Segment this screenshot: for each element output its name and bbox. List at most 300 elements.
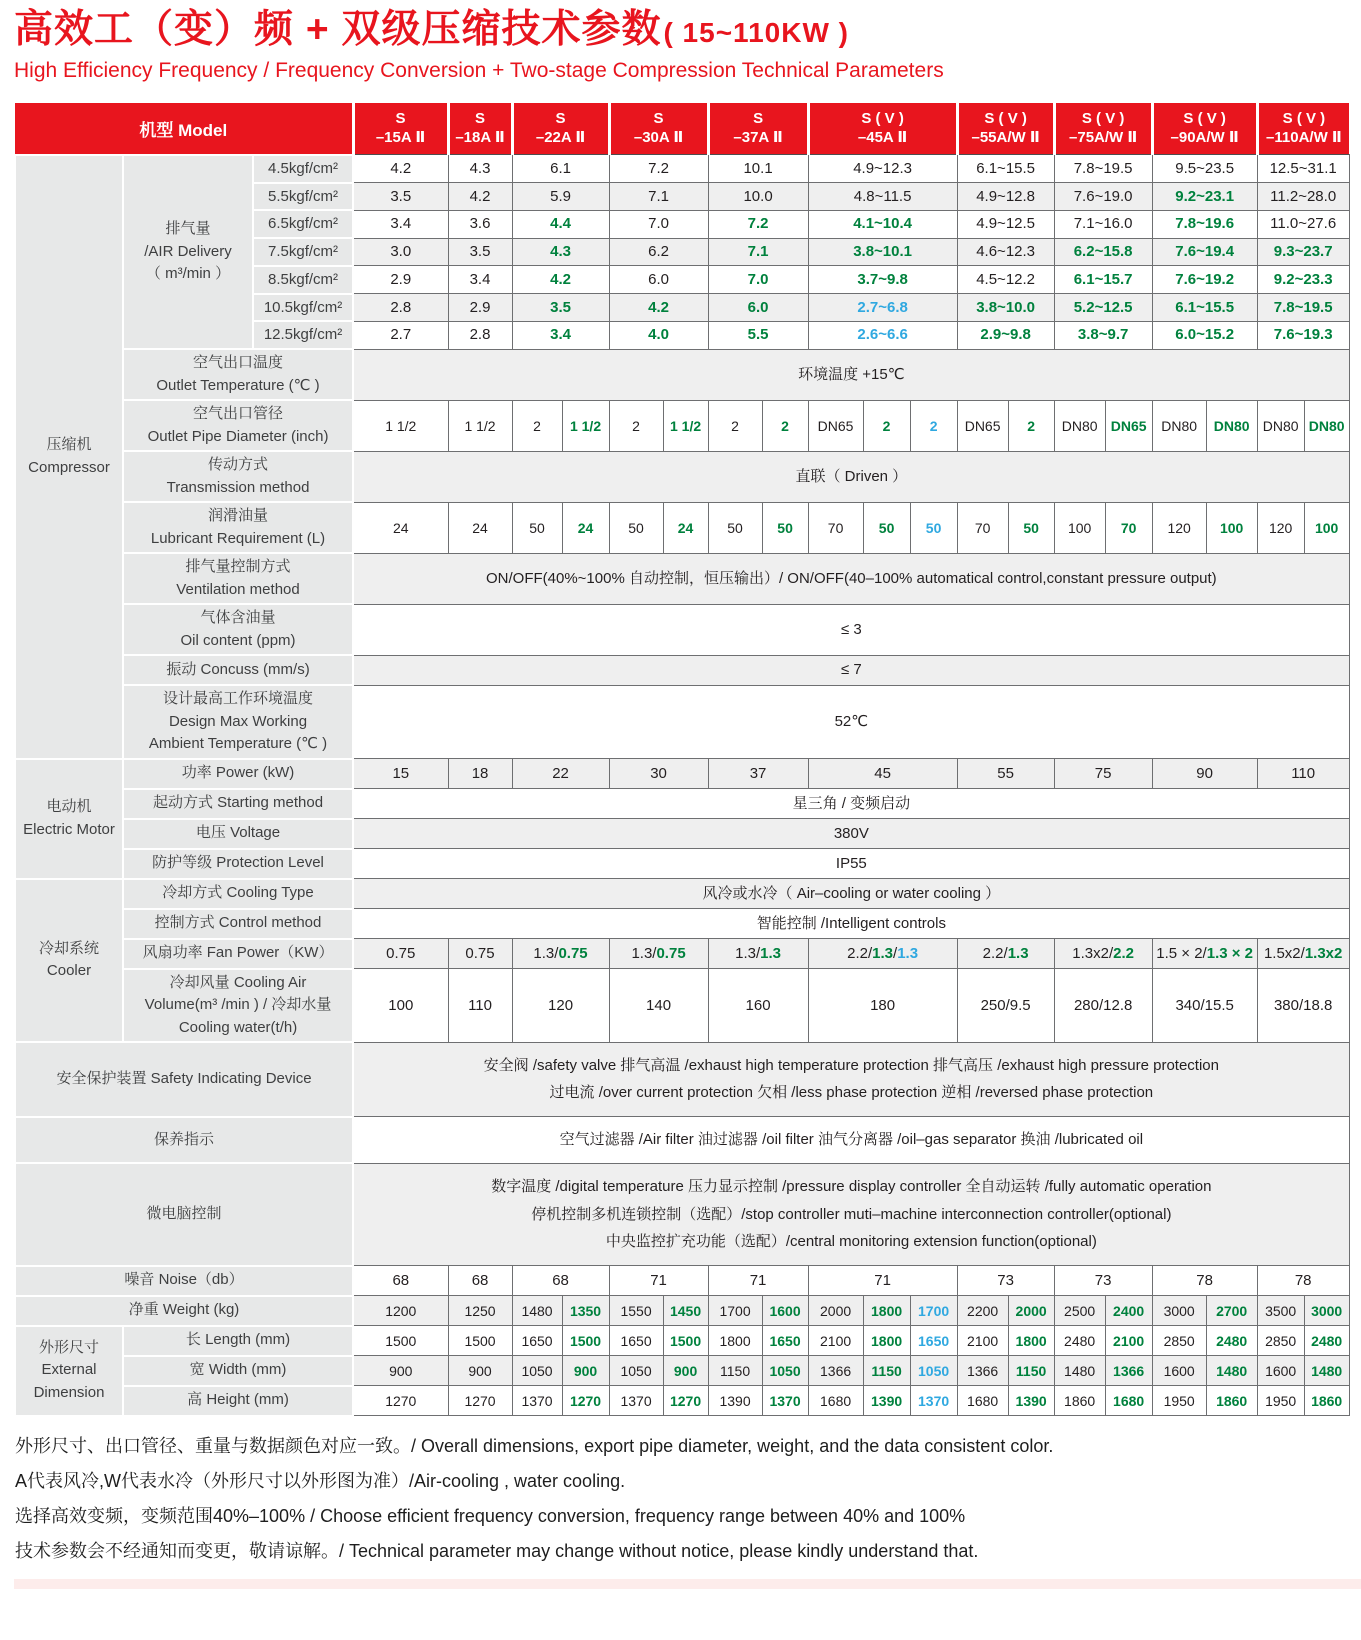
value-text: 2480 [1064,1332,1096,1349]
value-cell [1257,1296,1304,1326]
table-row [15,349,1349,400]
value-segment: 4.0 [648,326,669,344]
value-segment: 2.2/ [847,944,873,962]
value-cell [512,183,609,211]
value-cell [910,1386,957,1416]
value-cell [1054,294,1152,322]
row-label-line: 排气量 [165,220,211,238]
value-segment: 24 [577,519,594,536]
value-cell [353,1266,448,1296]
row-label-line: Transmission method [166,478,310,496]
value-cell [1008,1326,1054,1356]
table-row [15,1163,1349,1265]
pressure-label: 4.5kgf/cm² [253,155,353,183]
row-label [123,759,353,789]
value-text: 0.75 [386,944,416,962]
value-text: 100 [1067,519,1092,536]
model-number: –22A Ⅱ [535,128,586,146]
value-text: 120 [1167,519,1191,536]
value-cell [1008,400,1054,451]
value-cell [808,969,957,1043]
value-cell [1152,1266,1257,1296]
value-cell [1304,1356,1349,1386]
model-header [609,103,708,155]
model-header [957,103,1054,155]
value-cell [1152,183,1257,211]
value-segment: 4.2 [550,270,571,288]
value-text: 1650 [521,1332,553,1349]
value-cell [863,502,910,553]
table-row [15,969,1349,1043]
page-title-range: ( 15~110KW ) [663,17,849,48]
value-cell [1054,321,1152,349]
value-cell [708,1356,762,1386]
pressure-label: 6.5kgf/cm² [253,210,353,238]
value-segment: 1.5x2/ [1263,944,1305,962]
model-series: S [753,109,764,127]
value-cell [353,655,1349,685]
value-cell [808,1326,863,1356]
value-text: 71 [650,1271,667,1289]
value-cell [1152,321,1257,349]
value-text: 4.2 [390,159,412,177]
model-series: S [555,109,566,127]
value-cell [1152,266,1257,294]
value-text: 4.3 [469,159,491,177]
value-segment: 5.2~12.5 [1073,298,1133,316]
value-segment: 1500 [569,1332,602,1349]
value-cell [1206,1386,1257,1416]
value-text: 120 [548,996,574,1014]
value-cell [353,502,448,553]
row-label [123,939,353,969]
value-cell [1152,1356,1206,1386]
value-text: 智能控制 /Intelligent controls [756,914,946,932]
value-text: 45 [874,764,891,782]
group-label-zh: 冷却系统 [38,939,99,957]
value-text: IP55 [835,854,867,872]
value-cell [663,1386,708,1416]
value-text: 10.1 [743,159,773,177]
value-cell [512,1386,562,1416]
row-label-line: 安全保护装置 Safety Indicating Device [56,1070,312,1088]
value-cell [512,969,609,1043]
value-cell [1257,1356,1304,1386]
group-label [15,879,123,1043]
value-cell [1105,1356,1152,1386]
value-cell [708,400,762,451]
group-label-zh: 电动机 [46,798,92,816]
value-text: 1700 [719,1302,751,1319]
value-text: 100 [388,996,414,1014]
value-cell [1257,1326,1304,1356]
value-segment: 1.3 [1007,944,1029,962]
value-text: 2.9 [469,298,491,316]
value-segment: 3.7~9.8 [857,270,908,288]
value-cell [609,1356,663,1386]
value-cell [1206,1326,1257,1356]
value-text: 10.0 [743,187,773,205]
value-text: 1480 [521,1302,553,1319]
value-cell [512,266,609,294]
value-text: 2000 [820,1302,852,1319]
value-segment: 1 1/2 [569,417,602,434]
value-cell [562,502,609,553]
row-label [123,969,353,1043]
value-cell [353,294,448,322]
page-title [14,8,1347,53]
value-text: 2.7 [390,326,412,344]
table-row [15,819,1349,849]
value-cell [1206,400,1257,451]
pressure-label: 5.5kgf/cm² [253,183,353,211]
value-segment: 1860 [1311,1392,1343,1409]
value-cell [1206,1296,1257,1326]
row-label-line: 控制方式 Control method [154,914,322,932]
group-label-zh: 外形尺寸 [38,1338,99,1356]
row-label-line: 排气量控制方式 [185,558,291,576]
footnote: 外形尺寸、出口管径、重量与数据颜色对应一致。/ Overall dimensions, export pipe diameter, weight, and the data consistent color. [15,1435,1054,1456]
group-label-zh: 压缩机 [46,436,92,454]
value-segment: 1480 [1216,1362,1248,1379]
value-cell [512,502,562,553]
value-segment: 1050 [769,1362,801,1379]
group-label-en: External Dimension [33,1361,105,1401]
row-label-line: 功率 Power (kW) [181,764,295,782]
model-series: S ( V ) [984,109,1027,127]
value-cell [1105,1386,1152,1416]
row-label-line: Volume(m³ /min ) / 冷却水量 [144,996,332,1014]
bottom-page-strip [14,1579,1361,1589]
value-cell [353,1356,448,1386]
row-label [123,502,353,553]
value-cell [1008,502,1054,553]
row-label [15,1296,353,1326]
table-row [15,879,1349,909]
value-segment: 2.2 [1113,944,1134,962]
row-label-line: （ m³/min ） [145,265,231,283]
value-text: 1390 [719,1392,751,1409]
value-text: 37 [749,764,767,782]
value-cell [1054,238,1152,266]
value-cell [353,879,1349,909]
value-text: 星三角 / 变频启动 [792,794,911,812]
model-header-row [15,103,1349,155]
value-cell [663,1356,708,1386]
model-column-header: 机型 Model [15,103,353,155]
table-row [15,400,1349,451]
value-cell [708,321,808,349]
value-text: 1650 [620,1332,652,1349]
value-text: 1270 [385,1392,417,1409]
value-cell [353,349,1349,400]
value-cell [1257,502,1304,553]
value-text: 78 [1196,1271,1213,1289]
row-label-line: Design Max Working [168,712,308,730]
pressure-label: 7.5kgf/cm² [253,238,353,266]
value-cell [448,321,512,349]
row-label-line: Ventilation method [176,580,300,598]
value-cell [512,1356,562,1386]
value-cell [1304,1386,1349,1416]
value-segment: 2.7~6.8 [857,298,908,316]
value-cell [957,759,1054,789]
value-text: 3.6 [469,215,491,233]
value-cell [957,1356,1008,1386]
value-cell [448,1386,512,1416]
value-cell [512,1296,562,1326]
table-row [15,849,1349,879]
value-text: 6.1 [550,159,571,177]
value-segment: 1.5 × 2/ [1156,944,1207,962]
value-cell [708,183,808,211]
row-label [15,1266,353,1296]
parameters-table [14,103,1350,1417]
value-text: 2 [533,417,541,434]
model-header [1152,103,1257,155]
value-segment: 1800 [871,1302,903,1319]
value-cell [512,210,609,238]
row-label-line: 润滑油量 [208,507,269,525]
value-segment: 1150 [871,1362,902,1379]
row-label [123,849,353,879]
value-text: 380V [833,824,869,842]
value-cell [562,1296,609,1326]
model-series: S [653,109,664,127]
model-number: –55A/W Ⅱ [971,128,1040,146]
value-segment: 9.2~23.1 [1175,187,1235,205]
value-segment: 1800 [871,1332,903,1349]
value-text: 空气过滤器 /Air filter 油过滤器 /oil filter 油气分离器 /oil–gas separator 换油 /lubricated oil [559,1131,1144,1149]
value-segment: 6.0~15.2 [1175,326,1235,344]
value-text: 71 [749,1271,767,1289]
value-cell [863,400,910,451]
row-label [123,451,353,502]
group-label [15,759,123,879]
value-cell [512,939,609,969]
model-number: –90A/W Ⅱ [1170,128,1239,146]
value-segment: 2480 [1216,1332,1248,1349]
value-cell [448,939,512,969]
value-text: 15 [392,764,410,782]
value-text: 2850 [1163,1332,1195,1349]
value-text: 1600 [1163,1362,1195,1379]
value-cell [1152,210,1257,238]
value-cell [562,1386,609,1416]
value-cell [353,321,448,349]
value-segment: 7.6~19.2 [1175,270,1235,288]
value-cell [808,155,957,183]
value-segment: 1150 [1015,1362,1047,1379]
value-segment: 1450 [669,1302,702,1319]
pressure-label: 8.5kgf/cm² [253,266,353,294]
value-cell [1257,294,1349,322]
value-cell [957,400,1008,451]
value-cell [353,939,448,969]
value-cell [808,759,957,789]
row-label-line: 净重 Weight (kg) [128,1301,240,1319]
value-text: 3.0 [390,243,412,261]
value-segment: 1390 [1015,1392,1047,1409]
value-cell [910,400,957,451]
value-cell [448,266,512,294]
table-row [15,1042,1349,1117]
value-text: 2200 [967,1302,999,1319]
value-cell [353,1042,1349,1117]
value-text: 12.5~31.1 [1269,159,1337,177]
value-text: 直联（ Driven ） [795,467,908,485]
value-cell [808,210,957,238]
value-cell [863,1326,910,1356]
value-text: 7.1 [648,187,669,205]
group-label-en: Cooler [46,962,92,980]
value-text: 1366 [967,1362,999,1379]
row-label [123,1326,353,1356]
value-cell [663,400,708,451]
value-cell [708,294,808,322]
table-row [15,759,1349,789]
row-label-line: /AIR Delivery [144,242,232,260]
value-segment: 3.8~9.7 [1077,326,1129,344]
table-row [15,655,1349,685]
value-cell [353,969,448,1043]
value-segment: 1370 [918,1392,950,1409]
value-cell [1054,759,1152,789]
value-cell [353,819,1349,849]
value-text: 11.2~28.0 [1270,187,1337,205]
row-label-line: Outlet Pipe Diameter (inch) [147,427,329,445]
value-segment: 1.3 [760,944,782,962]
value-cell [957,238,1054,266]
value-segment: 2 [929,417,938,434]
table-row [15,789,1349,819]
value-text: 4.9~12.3 [853,159,912,177]
value-cell [808,266,957,294]
value-segment: 7.6~19.3 [1273,326,1333,344]
value-segment: 50 [878,519,895,536]
value-segment: 0.75 [558,944,588,962]
value-cell [1054,1266,1152,1296]
value-text: 1370 [620,1392,652,1409]
value-segment: DN80 [1308,417,1345,434]
value-text: 7.8~19.5 [1073,159,1133,177]
value-segment: DN65 [1110,417,1147,434]
value-cell [762,1296,808,1326]
value-segment: 1350 [569,1302,602,1319]
value-text: 3.5 [469,243,491,261]
value-cell [609,939,708,969]
row-label [123,789,353,819]
table-row [15,155,1349,183]
value-text: 1200 [385,1302,417,1319]
value-text: 68 [392,1271,410,1289]
value-cell [353,238,448,266]
value-cell [512,294,609,322]
value-cell [1008,1386,1054,1416]
value-cell [762,1386,808,1416]
value-text: 1270 [464,1392,496,1409]
value-cell [762,1326,808,1356]
value-segment: 100 [1314,519,1339,536]
value-cell [957,1386,1008,1416]
model-series: S ( V ) [1282,109,1326,127]
value-segment: 1680 [1113,1392,1145,1409]
value-cell [448,238,512,266]
value-segment: 1050 [918,1362,950,1379]
value-segment: 2400 [1113,1302,1145,1319]
value-cell [910,1296,957,1326]
value-cell [708,210,808,238]
value-segment: 1366 [1113,1362,1145,1379]
model-header [708,103,808,155]
value-text: 1800 [719,1332,751,1349]
value-text: DN80 [1061,417,1098,434]
model-number: –30A Ⅱ [633,128,684,146]
value-segment: 2480 [1311,1332,1343,1349]
footnote: 选择高效变频，变频范围40%–100% / Choose efficient frequency conversion, frequency range between 40% and 100% [15,1505,966,1526]
value-cell [708,1326,762,1356]
value-segment: 100 [1219,519,1244,536]
value-cell [708,266,808,294]
value-segment: 1.3x2 [1304,944,1343,962]
value-segment: 1860 [1216,1392,1248,1409]
table-row [15,1386,1349,1416]
value-cell [609,1386,663,1416]
value-text: DN80 [1161,417,1198,434]
row-label [123,909,353,939]
value-cell [448,294,512,322]
row-label-line: 噪音 Noise（db） [124,1271,244,1289]
value-text: 140 [646,996,672,1014]
value-segment: 6.1~15.7 [1073,270,1133,288]
value-cell [353,849,1349,879]
value-cell [708,1296,762,1326]
value-segment: 1270 [669,1392,702,1409]
row-label-line: 起动方式 Starting method [152,794,324,812]
row-label [15,1042,353,1117]
table-row [15,1296,1349,1326]
value-cell [1152,969,1257,1043]
value-text: 110 [1291,764,1316,782]
value-cell [1152,502,1206,553]
value-cell [1152,400,1206,451]
value-text: 73 [997,1271,1014,1289]
value-segment: 2700 [1216,1302,1248,1319]
value-segment: 2.6~6.6 [857,326,908,344]
value-cell [353,1326,448,1356]
value-text: 3500 [1265,1302,1297,1319]
value-cell [1054,1326,1105,1356]
value-text: DN65 [964,417,1001,434]
value-segment: / [893,944,898,962]
value-text: 90 [1196,764,1213,782]
value-cell [1152,155,1257,183]
value-cell [708,238,808,266]
value-cell [609,210,708,238]
row-label-line: 微电脑控制 [146,1205,222,1223]
row-label [123,819,353,849]
model-series: S [475,109,486,127]
value-cell [1054,400,1105,451]
value-cell [353,1117,1349,1164]
value-cell [957,969,1054,1043]
value-text: 4.2 [469,187,491,205]
value-text: 1680 [967,1392,999,1409]
table-row [15,604,1349,655]
row-label [123,553,353,604]
value-cell [353,909,1349,939]
table-row [15,502,1349,553]
